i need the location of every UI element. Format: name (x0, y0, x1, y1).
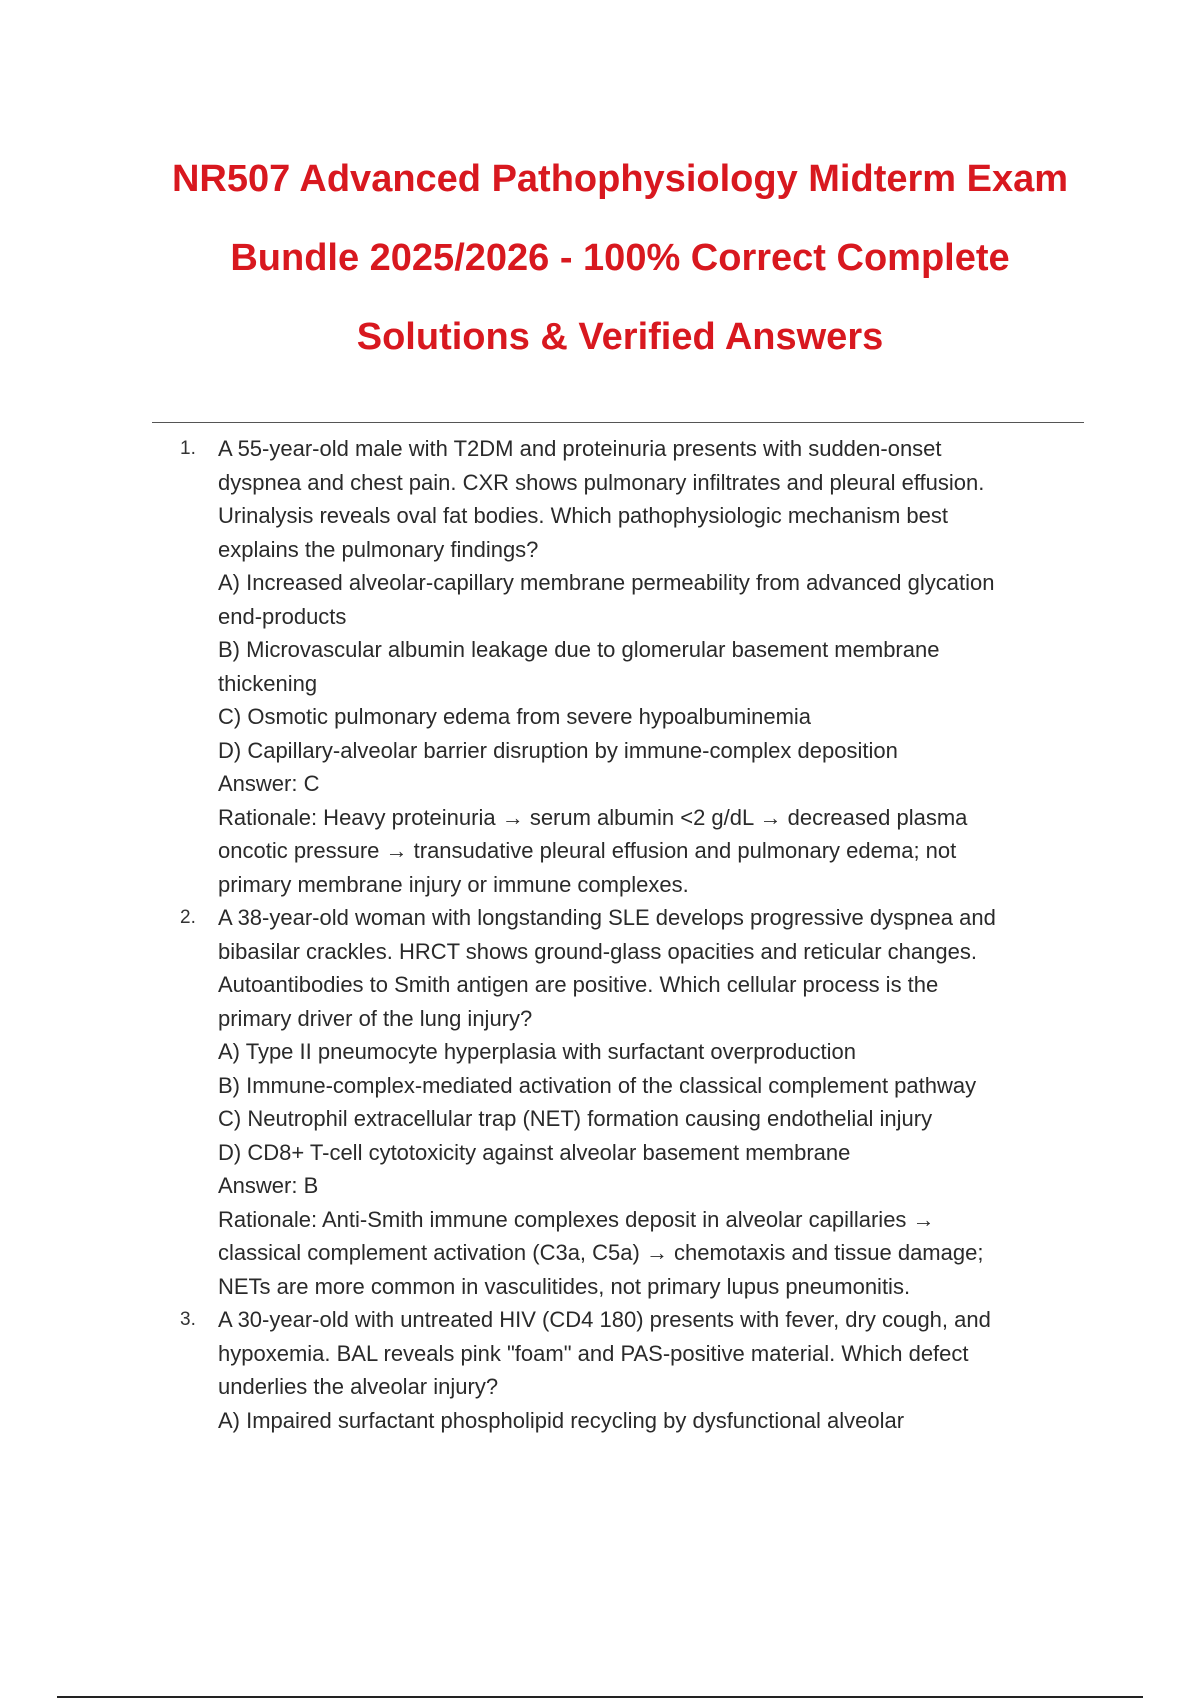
question-text-line: A) Impaired surfactant phospholipid recycling by dysfunctional alveolar (218, 1407, 905, 1433)
question-text-line: end-products (218, 603, 347, 629)
question-text-line: A) Increased alveolar-capillary membrane permeability from advanced glycation (218, 570, 995, 595)
question-text-line: oncotic pressure → transudative pleural effusion and pulmonary edema; not (218, 838, 957, 863)
question-text-line: Rationale: Anti-Smith immune complexes deposit in alveolar capillaries → (218, 1206, 935, 1232)
question-text-line: Answer: C (218, 771, 320, 796)
question-number: 3. (180, 1309, 196, 1330)
question-text-line: NETs are more common in vasculitides, not primary lupus pneumonitis. (218, 1273, 911, 1299)
page-bottom-rule (57, 1696, 1143, 1698)
question-text-line: hypoxemia. BAL reveals pink "foam" and PAS-positive material. Which defect (218, 1340, 969, 1366)
question-text-line: A) Type II pneumocyte hyperplasia with surfactant overproduction (218, 1039, 856, 1064)
question-text-line: A 30-year-old with untreated HIV (CD4 180) presents with fever, dry cough, and (218, 1307, 991, 1332)
question-text-line: Rationale: Heavy proteinuria → serum albumin <2 g/dL → decreased plasma (218, 804, 968, 830)
question-text-line: primary membrane injury or immune complexes. (218, 871, 689, 897)
question-list (180, 432, 1080, 1437)
question-text-line: classical complement activation (C3a, C5a) → chemotaxis and tissue damage; (218, 1240, 984, 1265)
question-text-line: B) Microvascular albumin leakage due to glomerular basement membrane (218, 637, 940, 662)
title-divider (152, 422, 1084, 423)
document-title (150, 140, 1090, 377)
question-text-line: C) Osmotic pulmonary edema from severe hypoalbuminemia (218, 704, 812, 729)
question-item (180, 432, 1080, 901)
question-text-line: dyspnea and chest pain. CXR shows pulmonary infiltrates and pleural effusion. (218, 469, 985, 495)
question-number: 1. (180, 438, 196, 459)
question-text-line: A 55-year-old male with T2DM and proteinuria presents with sudden-onset (218, 436, 942, 461)
question-text-line: D) Capillary-alveolar barrier disruption by immune-complex deposition (218, 737, 898, 763)
question-text-line: Answer: B (218, 1173, 319, 1198)
question-text-line: Urinalysis reveals oval fat bodies. Which pathophysiologic mechanism best (218, 503, 949, 528)
question-text-line: bibasilar crackles. HRCT shows ground-glass opacities and reticular changes. (218, 938, 977, 964)
question-text-line: Autoantibodies to Smith antigen are positive. Which cellular process is the (218, 972, 939, 997)
question-text-line: underlies the alveolar injury? (218, 1374, 499, 1399)
question-text-line: C) Neutrophil extracellular trap (NET) formation causing endothelial injury (218, 1106, 933, 1131)
question-text-line: B) Immune-complex-mediated activation of the classical complement pathway (218, 1072, 977, 1098)
question-text-line: explains the pulmonary findings? (218, 536, 539, 562)
title-line: NR507 Advanced Pathophysiology Midterm Exam (171, 158, 1069, 200)
question-text-line: A 38-year-old woman with longstanding SLE develops progressive dyspnea and (218, 905, 996, 930)
title-line: Bundle 2025/2026 - 100% Correct Complete (230, 237, 1010, 279)
title-line: Solutions & Verified Answers (356, 316, 884, 358)
question-text-line: thickening (218, 670, 318, 696)
question-text-line: primary driver of the lung injury? (218, 1005, 533, 1031)
question-text-line: D) CD8+ T-cell cytotoxicity against alveolar basement membrane (218, 1139, 851, 1165)
question-item (180, 901, 1080, 1303)
question-item (180, 1303, 1080, 1437)
question-number: 2. (180, 907, 196, 928)
